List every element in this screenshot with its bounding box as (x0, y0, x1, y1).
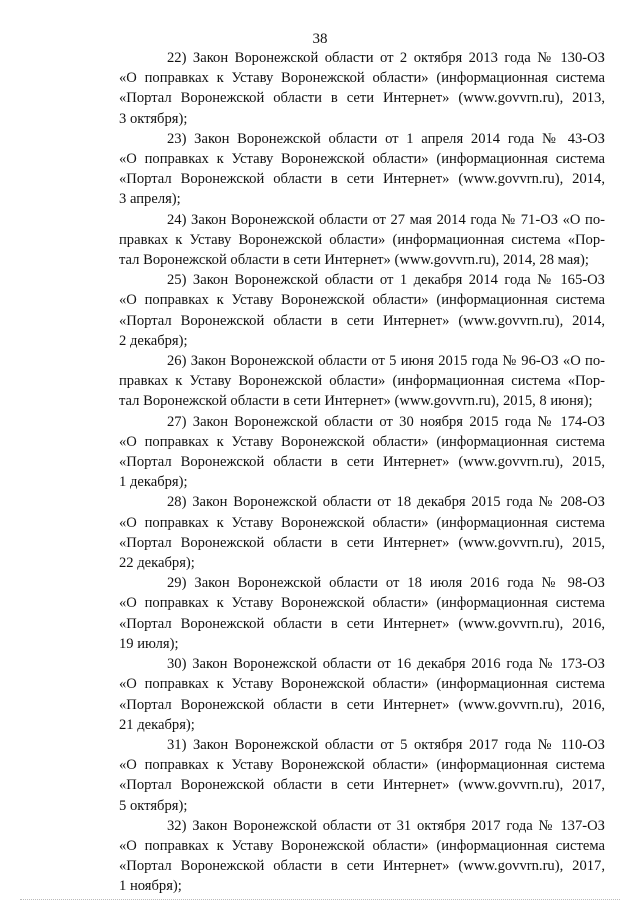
text-line: 1 ноября); (119, 878, 182, 895)
text-line: «Портал Воронежской области в сети Интернет» (www.govvrn.ru), 2016, (119, 615, 605, 632)
text-line: 5 октября); (119, 797, 188, 814)
text-line: «Портал Воронежской области в сети Интернет» (www.govvrn.ru), 2015, (119, 454, 605, 471)
text-line: 19 июля); (119, 635, 179, 652)
law-list-item (119, 351, 605, 412)
text-line: 24) Закон Воронежской области от 27 мая 2014 года № 71-ОЗ «О по- (167, 211, 605, 228)
document-body (119, 48, 605, 897)
text-line: «Портал Воронежской области в сети Интернет» (www.govvrn.ru), 2017, (119, 858, 605, 875)
law-list-item (119, 654, 605, 735)
page-number: 38 (312, 31, 328, 47)
text-line: 2 декабря); (119, 332, 188, 349)
text-line: «Портал Воронежской области в сети Интернет» (www.govvrn.ru), 2016, (119, 696, 605, 713)
text-line: 31) Закон Воронежской области от 5 октября 2017 года № 110-ОЗ (167, 736, 605, 753)
text-line: 22) Закон Воронежской области от 2 октября 2013 года № 130-ОЗ (167, 50, 605, 66)
text-line: «О поправках к Уставу Воронежской области» (информационная система (119, 757, 605, 774)
law-list-item (119, 816, 605, 897)
text-line: «О поправках к Уставу Воронежской области» (информационная система (119, 595, 605, 612)
text-line: «Портал Воронежской области в сети Интернет» (www.govvrn.ru), 2013, (119, 90, 605, 107)
text-line: «О поправках к Уставу Воронежской области» (информационная система (119, 292, 605, 309)
text-line: «О поправках к Уставу Воронежской области» (информационная система (119, 151, 605, 168)
text-line: 3 апреля); (119, 191, 181, 208)
law-list-item (119, 210, 605, 271)
text-line: 32) Закон Воронежской области от 31 октября 2017 года № 137-ОЗ (167, 817, 605, 834)
text-line: 3 октября); (119, 110, 188, 127)
text-line: «Портал Воронежской области в сети Интернет» (www.govvrn.ru), 2014, (119, 312, 605, 329)
text-line: «О поправках к Уставу Воронежской области» (информационная система (119, 70, 605, 87)
text-line: «Портал Воронежской области в сети Интернет» (www.govvrn.ru), 2015, (119, 534, 605, 551)
text-line: «Портал Воронежской области в сети Интернет» (www.govvrn.ru), 2017, (119, 777, 605, 794)
law-list-item (119, 573, 605, 654)
text-line: 28) Закон Воронежской области от 18 декабря 2015 года № 208-ОЗ (167, 494, 605, 511)
text-line: «О поправках к Уставу Воронежской области» (информационная система (119, 837, 605, 854)
text-line: 25) Закон Воронежской области от 1 декабря 2014 года № 165-ОЗ (167, 272, 605, 289)
text-line: 23) Закон Воронежской области от 1 апреля 2014 года № 43-ОЗ (167, 130, 605, 147)
text-line: «О поправках к Уставу Воронежской области» (информационная система (119, 514, 605, 531)
law-list-item (119, 48, 605, 129)
text-line: тал Воронежской области в сети Интернет» (www.govvrn.ru), 2014, 28 мая); (119, 252, 589, 269)
law-list-item (119, 270, 605, 351)
text-line: «О поправках к Уставу Воронежской области» (информационная система (119, 433, 605, 450)
law-list-item (119, 735, 605, 816)
law-list-item (119, 492, 605, 573)
text-line: 30) Закон Воронежской области от 16 декабря 2016 года № 173-ОЗ (167, 656, 605, 673)
text-line: 27) Закон Воронежской области от 30 ноября 2015 года № 174-ОЗ (167, 413, 605, 430)
text-line: тал Воронежской области в сети Интернет» (www.govvrn.ru), 2015, 8 июня); (119, 393, 593, 410)
text-line: 29) Закон Воронежской области от 18 июля 2016 года № 98-ОЗ (167, 575, 605, 592)
law-list-item (119, 412, 605, 493)
text-line: 26) Закон Воронежской области от 5 июня 2015 года № 96-ОЗ «О по- (167, 353, 605, 370)
text-line: правках к Уставу Воронежской области» (информационная система «Пор- (119, 373, 605, 390)
text-line: правках к Уставу Воронежской области» (информационная система «Пор- (119, 231, 605, 248)
text-line: «Портал Воронежской области в сети Интернет» (www.govvrn.ru), 2014, (119, 171, 605, 188)
text-line: 22 декабря); (119, 555, 195, 572)
text-line: 1 декабря); (119, 474, 188, 491)
text-line: 21 декабря); (119, 716, 195, 733)
law-list-item (119, 129, 605, 210)
text-line: «О поправках к Уставу Воронежской области» (информационная система (119, 676, 605, 693)
scan-edge-line (20, 899, 620, 900)
